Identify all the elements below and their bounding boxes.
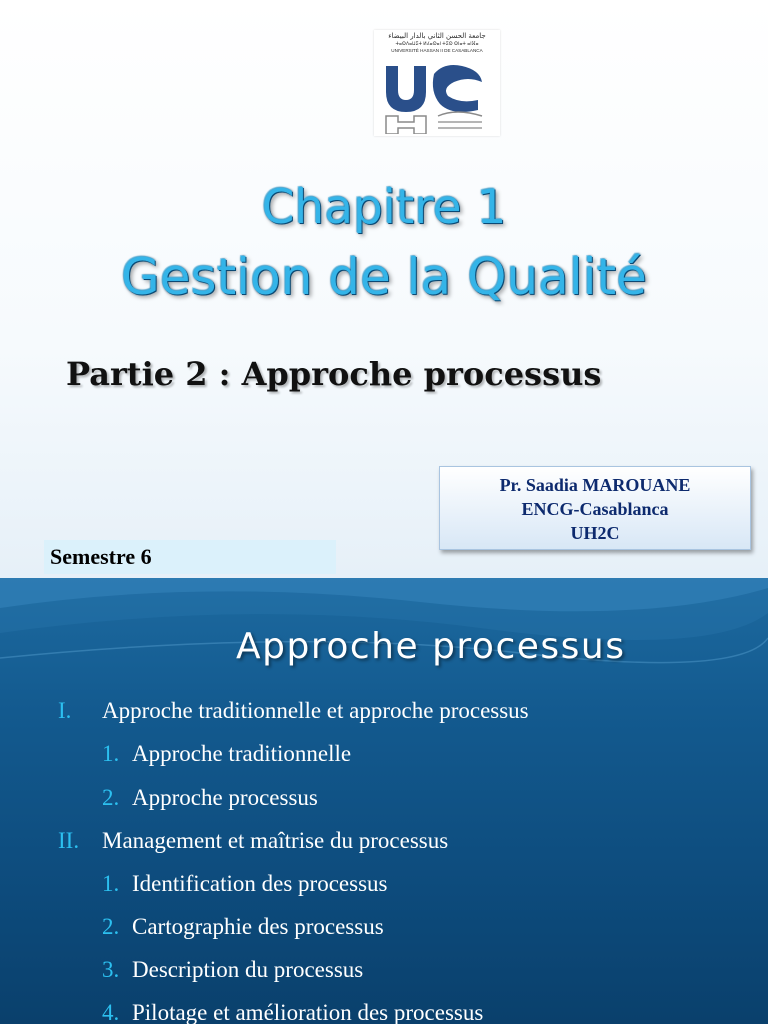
part-subtitle: Partie 2 : Approche processus (66, 355, 602, 393)
author-box (439, 466, 751, 550)
list-item (102, 1000, 483, 1024)
list-item (102, 871, 387, 897)
chapter-title: Chapitre 1 (261, 180, 507, 235)
list-item-text: Pilotage et amélioration des processus (132, 1000, 484, 1024)
author-name: Pr. Saadia MAROUANE (499, 475, 691, 495)
list-item-number: 2. (102, 914, 120, 939)
author-school: ENCG-Casablanca (521, 499, 669, 519)
list-item-number: 3. (102, 957, 120, 982)
list-item-text: Identification des processus (132, 871, 388, 896)
list-item (58, 828, 448, 854)
list-item-text: Description du processus (132, 957, 364, 982)
outline-slide (0, 578, 768, 1024)
list-item-number: 1. (102, 741, 120, 766)
author-university: UH2C (570, 523, 620, 543)
list-item-number: 2. (102, 785, 120, 810)
course-title: Gestion de la Qualité (121, 248, 647, 306)
list-item (102, 785, 318, 811)
list-item-number: I. (58, 698, 72, 723)
list-item-text: Management et maîtrise du processus (102, 828, 449, 853)
list-item (102, 741, 351, 767)
list-item-number: 1. (102, 871, 120, 896)
semester-label: Semestre 6 (44, 540, 336, 574)
list-item-text: Cartographie des processus (132, 914, 384, 939)
university-logo-icon (382, 60, 492, 134)
logo-latin-text: UNIVERSITÉ HASSAN II DE CASABLANCA (391, 48, 483, 53)
outline-title: Approche processus (236, 626, 626, 667)
list-item (102, 957, 363, 983)
list-item-text: Approche processus (132, 785, 318, 810)
list-item-number: 4. (102, 1000, 120, 1024)
list-item-text: Approche traditionnelle (132, 741, 352, 766)
logo-tifinagh-text: ⵜⴰⵙⴷⴰⵡⵉⵜ ⵍⵃⴰⵙⴰⵏ ⵜⵉⵙ ⵙⵏⴰⵜ ⴰⵏⴼⴰ (395, 41, 479, 46)
list-item (58, 698, 529, 724)
list-item (102, 914, 384, 940)
university-logo (374, 30, 500, 136)
list-item-text: Approche traditionnelle et approche processus (102, 698, 529, 723)
list-item-number: II. (58, 828, 80, 853)
logo-arabic-text: جامعة الحسن الثاني بالدار البيضاء (388, 32, 486, 40)
